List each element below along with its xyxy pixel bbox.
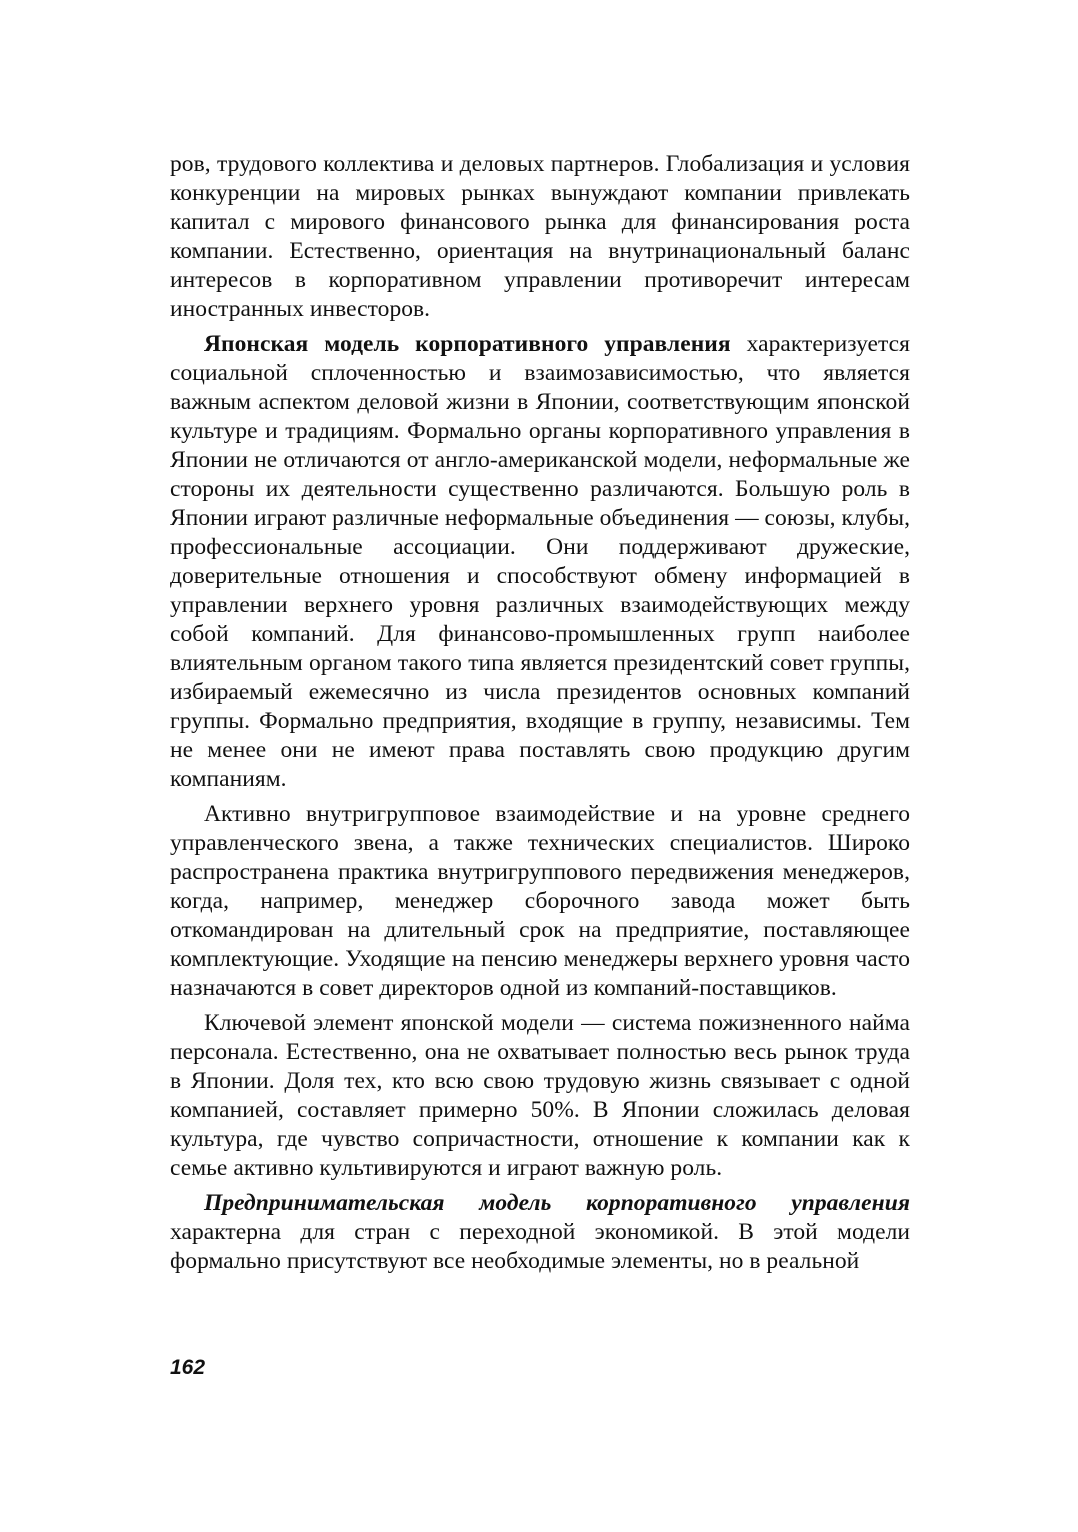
- page-number: 162: [170, 1356, 206, 1379]
- paragraph-lifetime-employment: [170, 1009, 910, 1183]
- paragraph-text: Ключевой элемент японской модели — система пожизненного найма персонала. Естественно, она не охватывает полностью весь рынок труда в Японии. Доля тех, кто всю свою трудовую жизнь связывает с одной компанией, составляет примерно 50%. В Японии сложилась деловая культура, где чувство сопричастности, отношение к компании как к семье активно культивируются и играют важную роль.: [170, 1010, 910, 1181]
- paragraph-text: ров, трудового коллектива и деловых партнеров. Глобализация и условия конкуренции на мировых рынках вынуждают компании привлекать капитал с мирового финансового рынка для финансирования роста компании. Естественно, ориентация на внутринациональный баланс интересов в корпоративном управлении противоречит интересам иностранных инвесторов.: [170, 151, 910, 322]
- paragraph-entrepreneurial-model: [170, 1189, 910, 1276]
- paragraph-continuation: [170, 150, 910, 324]
- paragraph-intragroup: [170, 800, 910, 1003]
- paragraph-text: характерна для стран с переходной экономикой. В этой модели формально присутствуют все необходимые элементы, но в реальной: [170, 1219, 910, 1274]
- body-text: [170, 150, 910, 1282]
- term-entrepreneurial-model: Предпринимательская модель корпоративного управления: [204, 1190, 910, 1216]
- paragraph-text: характеризуется социальной сплоченностью и взаимозависимостью, что является важным аспектом деловой жизни в Японии, соответствующим японской культуре и традициям. Формально органы корпоративного управления в Японии не отличаются от англо-американской модели, неформальные же стороны их деятельности существенно различаются. Большую роль в Японии играют различные неформальные объединения — союзы, клубы, профессиональные ассоциации. Они поддерживают дружеские, доверительные отношения и способствуют обмену информацией в управлении верхнего уровня различных взаимодействующих между собой компаний. Для финансово-промышленных групп наиболее влиятельным органом такого типа является президентский совет группы, избираемый ежемесячно из числа президентов основных компаний группы. Формально предприятия, входящие в группу, независимы. Тем не менее они не имеют права поставлять свою продукцию другим компаниям.: [170, 331, 910, 792]
- paragraph-japanese-model: [170, 330, 910, 794]
- paragraph-text: Активно внутригрупповое взаимодействие и на уровне среднего управленческого звена, а также технических специалистов. Широко распространена практика внутригруппового передвижения менеджеров, когда, например, менеджер сборочного завода может быть откомандирован на длительный срок на предприятие, поставляющее комплектующие. Уходящие на пенсию менеджеры верхнего уровня часто назначаются в совет директоров одной из компаний-поставщиков.: [170, 801, 910, 1001]
- term-japanese-model: Японская модель корпоративного управления: [204, 331, 731, 357]
